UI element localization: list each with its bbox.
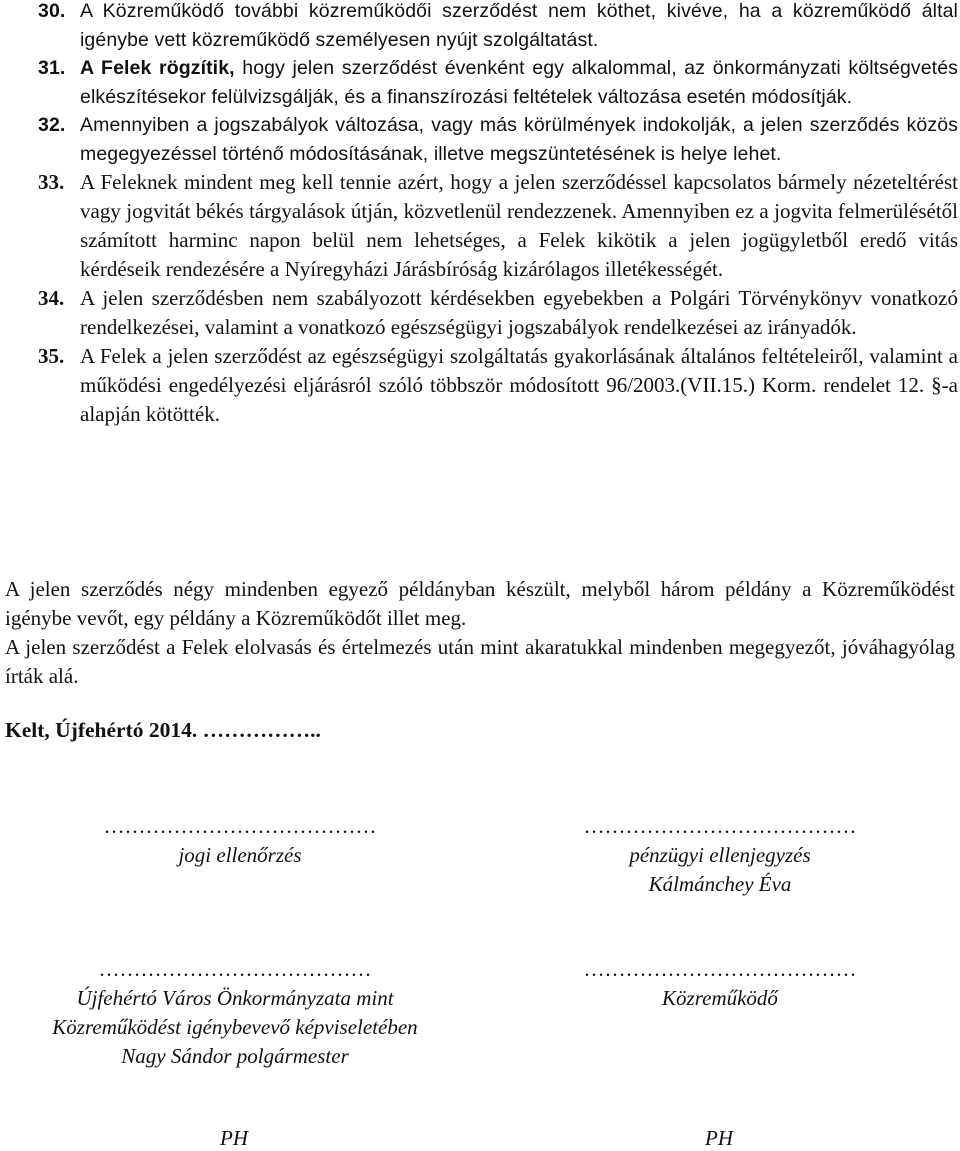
signature-line: ………………………………… bbox=[98, 957, 372, 981]
seal-placeholder-left: PH bbox=[220, 1126, 248, 1150]
clause-31 bbox=[0, 54, 958, 111]
clause-text: Amennyiben a jogszabályok változása, vagy más körülmények indokolják, a jelen szerződés közös megegyezéssel történő módosításának, illetve megszüntetésének is helye lehet. bbox=[80, 114, 958, 165]
place-and-date: Kelt, Újfehértó 2014. …………….. bbox=[5, 718, 321, 742]
closing-paragraphs bbox=[5, 575, 955, 691]
clause-text: hogy jelen szerződést évenként egy alkalommal, az önkormányzati költségvetés elkészítésekor felülvizsgálják, és a finanszírozási feltételek változása esetén módosítják. bbox=[80, 57, 958, 108]
signatory-name: Nagy Sándor polgármester bbox=[121, 1044, 349, 1068]
clause-number: 33. bbox=[38, 170, 65, 194]
seal-placeholder-right: PH bbox=[705, 1126, 733, 1150]
clause-text: A Felek a jelen szerződést az egészségügyi szolgáltatás gyakorlásának általános feltételeiről, valamint a működési engedélyezési eljárásról szóló többször módosított 96/2003.(VII.15.) Korm. rendelet 12. §-a alapján kötötték. bbox=[80, 344, 958, 426]
signature-caption: Közreműködő bbox=[662, 986, 778, 1010]
clause-33 bbox=[0, 168, 958, 284]
clause-number: 31. bbox=[38, 57, 66, 79]
clause-text: A Közreműködő további közreműködői szerződést nem köthet, kivéve, ha a közreműködő által igénybe vett közreműködő személyesen nyújt szolgáltatást. bbox=[80, 0, 958, 51]
signature-municipality bbox=[0, 955, 470, 1071]
signature-financial-countersign bbox=[540, 812, 900, 899]
closing-copies: A jelen szerződés négy mindenben egyező példányban készült, melyből három példány a Közreműködést igénybe vevőt, egy példány a Közreműködőt illet meg. bbox=[5, 577, 955, 630]
clause-number: 34. bbox=[38, 286, 65, 310]
signature-caption: jogi ellenőrzés bbox=[178, 843, 302, 867]
signature-line: ………………………………… bbox=[583, 814, 857, 838]
clause-text: A Feleknek mindent meg kell tennie azért, hogy a jelen szerződéssel kapcsolatos bármely nézeteltérést vagy jogvitát békés tárgyalások útján, közvetlenül rendezzenek. Amennyiben ez a jogvita felmerülésétől számított harminc napon belül nem lehetséges, a Felek kikötik a jelen jogügyletből eredő vitás kérdéseik rendezésére a Nyíregyházi Járásbíróság kizárólagos illetékességét. bbox=[80, 170, 958, 281]
signature-legal-review bbox=[60, 812, 420, 870]
signature-caption: Újfehértó Város Önkormányzata mint bbox=[76, 986, 394, 1010]
clause-32 bbox=[0, 111, 958, 168]
clause-30 bbox=[0, 0, 958, 54]
clause-number: 32. bbox=[38, 114, 66, 136]
signature-caption: pénzügyi ellenjegyzés bbox=[629, 843, 811, 867]
signatory-name: Kálmánchey Éva bbox=[648, 872, 792, 896]
contract-clauses bbox=[0, 0, 958, 429]
signature-contributor bbox=[540, 955, 900, 1013]
clause-number: 30. bbox=[38, 0, 66, 22]
signature-caption: Közreműködést igénybevevő képviseletében bbox=[52, 1015, 418, 1039]
closing-acceptance: A jelen szerződést a Felek elolvasás és értelmezés után mint akaratukkal mindenben megegyezőt, jóváhagyólag írták alá. bbox=[5, 635, 955, 688]
clause-number: 35. bbox=[38, 344, 65, 368]
clause-text: A jelen szerződésben nem szabályozott kérdésekben egyebekben a Polgári Törvénykönyv vonatkozó rendelkezései, valamint a vonatkozó egészségügyi jogszabályok rendelkezései az irányadók. bbox=[80, 286, 958, 339]
signature-line: ………………………………… bbox=[583, 957, 857, 981]
clause-34 bbox=[0, 284, 958, 342]
signature-line: ………………………………… bbox=[103, 814, 377, 838]
clause-lead: A Felek rögzítik, bbox=[80, 57, 235, 79]
clause-35 bbox=[0, 342, 958, 429]
